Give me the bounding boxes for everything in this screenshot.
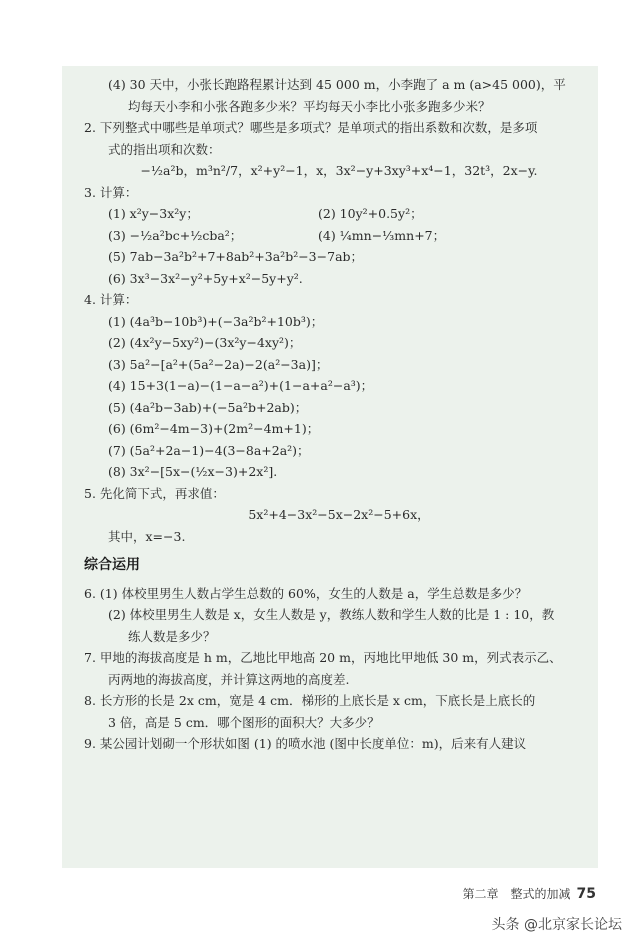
exercise-line-pair — [84, 225, 594, 247]
chapter-label: 第二章 整式的加减 — [462, 887, 571, 901]
exercise-line: (8) 3x²−[5x−(½x−3)+2x²]. — [108, 464, 278, 479]
exercise-line: 2. 下列整式中哪些是单项式？哪些是多项式？是单项式的指出系数和次数，是多项 — [84, 120, 538, 135]
exercise-line: (2) (4x²y−5xy²)−(3x²y−4xy²)； — [108, 335, 302, 350]
exercise-line: 其中，x=−3. — [108, 528, 186, 544]
watermark: 头条 @北京家长论坛 — [491, 917, 622, 933]
exercise-line: 丙两地的海拔高度，并计算这两地的高度差. — [108, 671, 350, 687]
exercise-line: 练人数是多少？ — [128, 628, 216, 644]
exercise-line: 8. 长方形的长是 2x cm，宽是 4 cm．梯形的上底长是 x cm，下底长是上底长的 — [84, 693, 536, 708]
exercise-line: (5) 7ab−3a²b²+7+8ab²+3a²b²−3−7ab； — [108, 249, 364, 264]
exercise-line: 均每天小李和小张各跑多少米？平均每天小李比小张多跑多少米？ — [128, 98, 491, 114]
exercise-line: (5) (4a²b−3ab)+(−5a²b+2ab)； — [108, 399, 308, 415]
exercise-line: 6. (1) 体校里男生人数占学生总数的 60%，女生的人数是 a，学生总数是多少？ — [84, 585, 528, 601]
exercise-item: (1) x²y−3x²y； — [108, 206, 199, 221]
exercise-block-basic — [84, 74, 594, 547]
exercise-line: 式的指出项和次数： — [108, 141, 221, 157]
exercise-block-applied — [84, 583, 594, 755]
exercise-line: (7) (5a²+2a−1)−4(3−8a+2a²)； — [108, 442, 310, 458]
page-number: 75 — [576, 886, 596, 902]
exercise-line: 3. 计算： — [84, 184, 138, 200]
exercise-line: (6) 3x³−3x²−y²+5y+x²−5y+y². — [108, 270, 303, 286]
exercise-item: (3) −½a²bc+½cba²； — [108, 227, 243, 243]
exercise-line: (4) 30 天中，小张长跑路程累计达到 45 000 m，小李跑了 a m (a>45 000)，平 — [108, 77, 566, 92]
exercise-line: 3 倍，高是 5 cm．哪个图形的面积大？大多少？ — [108, 714, 380, 730]
exercise-line: 4. 计算： — [84, 292, 138, 307]
exercise-line-pair — [84, 203, 594, 225]
exercise-item: (2) 10y²+0.5y²； — [318, 206, 423, 221]
exercise-line: 7. 甲地的海拔高度是 h m，乙地比甲地高 20 m，丙地比甲地低 30 m，列式表示乙、 — [84, 650, 562, 665]
exercise-line: 9. 某公园计划砌一个形状如图 (1) 的喷水池 (图中长度单位：m)，后来有人建议 — [84, 736, 527, 751]
page-footer — [463, 885, 597, 902]
exercise-line: (1) (4a³b−10b³)+(−3a²b²+10b³)； — [108, 313, 324, 329]
math-expression: −½a²b，m³n²/7，x²+y²−1，x，3x²−y+3xy³+x⁴−1，32t³，2x−y. — [140, 163, 538, 178]
exercise-line: (6) (6m²−4m−3)+(2m²−4m+1)； — [108, 421, 320, 436]
exercise-line: (3) 5a²−[a²+(5a²−2a)−2(a²−3a)]； — [108, 356, 329, 372]
math-expression: 5x²+4−3x²−5x−2x²−5+6x， — [248, 507, 430, 522]
exercise-line: (2) 体校里男生人数是 x，女生人数是 y，教练人数和学生人数的比是 1 : 10，教 — [108, 607, 555, 622]
exercise-item: (4) ¼mn−⅓mn+7； — [318, 227, 446, 243]
exercise-line: 5. 先化简下式，再求值： — [84, 485, 225, 501]
section-title: 综合运用 — [84, 557, 140, 573]
exercise-content — [84, 74, 594, 755]
exercise-line: (4) 15+3(1−a)−(1−a−a²)+(1−a+a²−a³)； — [108, 378, 374, 393]
